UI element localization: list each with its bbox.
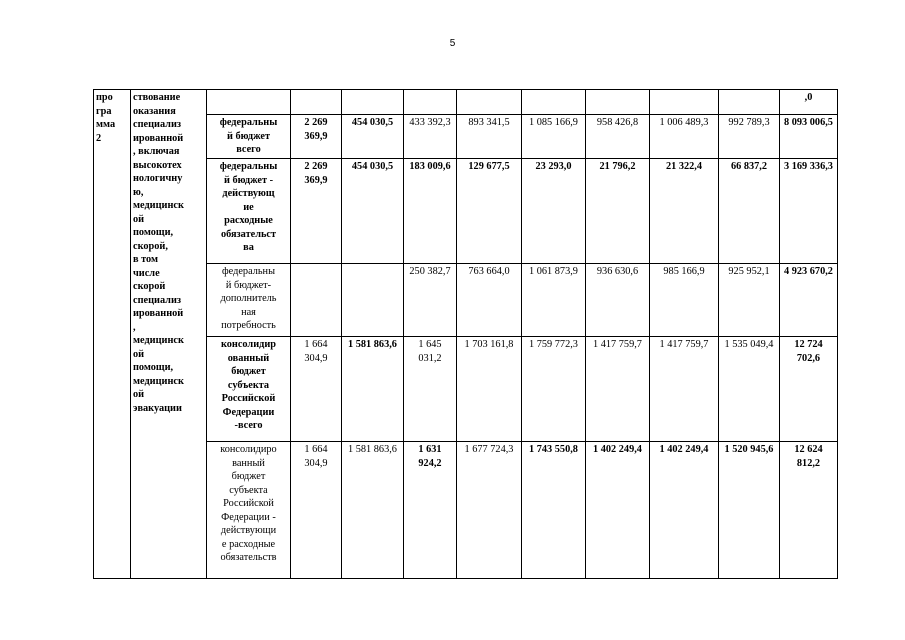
year-value-cell: 1 631 924,2 (404, 442, 457, 579)
total-cell: 8 093 006,5 (780, 115, 838, 159)
funding-source-line: й бюджет- (225, 279, 272, 291)
year-value-cell: 992 789,3 (719, 115, 780, 159)
total-cell: ,0 (780, 90, 838, 115)
funding-source-cell (207, 90, 291, 115)
total-cell: 4 923 670,2 (780, 264, 838, 337)
funding-source-line: й бюджет (226, 130, 271, 142)
program-number-cell (94, 90, 131, 579)
year-value-cell: 1 664 304,9 (291, 337, 342, 442)
year-value-cell: 936 630,6 (586, 264, 650, 337)
program-name-line: медицинск (133, 375, 184, 387)
funding-source-line: федеральны (222, 266, 275, 277)
year-value-cell: 183 009,6 (404, 159, 457, 264)
total-cell: 12 724 702,6 (780, 337, 838, 442)
total-cell: 12 624 812,2 (780, 442, 838, 579)
year-value-cell: 1 520 945,6 (719, 442, 780, 579)
funding-source-line: субъекта (227, 379, 270, 391)
funding-source-line: потребность (221, 320, 276, 331)
year-value-cell: 2 269 369,9 (291, 159, 342, 264)
program-name-line: медицинск (133, 200, 184, 211)
funding-source-line: обязательст (220, 228, 277, 240)
funding-source-line: дополнитель (220, 293, 277, 304)
funding-source-line: всего (236, 144, 261, 155)
year-value-cell: 1 664 304,9 (291, 442, 342, 579)
year-value-cell: 1 402 249,4 (586, 442, 650, 579)
funding-source-line: -всего (234, 420, 263, 431)
year-value-cell: 1 085 166,9 (522, 115, 586, 159)
program-number-line: мма (96, 119, 116, 130)
program-name-line: помощи, (133, 362, 174, 373)
funding-source-line: Федерации (222, 406, 275, 418)
year-value-cell (650, 90, 719, 115)
year-value-cell: 1 759 772,3 (522, 337, 586, 442)
funding-source-line: Российской (223, 498, 274, 509)
year-value-cell: 454 030,5 (342, 115, 404, 159)
funding-source-line: федеральны (219, 117, 278, 128)
program-name-line: ированной (133, 132, 184, 144)
program-name-line: специализ (133, 294, 182, 306)
program-name-line: в том (133, 254, 159, 265)
program-name-line: эвакуации (133, 402, 182, 414)
funding-source-line: субъекта (229, 484, 268, 496)
year-value-cell: 1 402 249,4 (650, 442, 719, 579)
funding-source-line: е расходные (221, 538, 276, 550)
year-value-cell: 1 061 873,9 (522, 264, 586, 337)
year-value-cell: 1 645 031,2 (404, 337, 457, 442)
program-name-line: специализ (133, 119, 182, 130)
program-name-line: скорой (133, 281, 166, 292)
program-name-line: ированной (133, 308, 184, 319)
year-value-cell: 1 581 863,6 (342, 337, 404, 442)
year-value-cell: 21 322,4 (650, 159, 719, 264)
funding-source-line: расходные (224, 215, 273, 226)
year-value-cell (586, 90, 650, 115)
funding-source-line: Российской (221, 393, 276, 404)
funding-source-line: консолидир (220, 339, 277, 350)
funding-source-line: федеральны (219, 161, 278, 172)
funding-source-line: ованный (227, 352, 270, 364)
program-name-line: скорой, (133, 240, 168, 252)
program-number-line: 2 (96, 132, 102, 144)
year-value-cell (404, 90, 457, 115)
program-name-line: оказания (133, 105, 176, 117)
funding-source-line: ва (243, 242, 254, 253)
page-number: 5 (449, 38, 456, 49)
year-value-cell: 1 703 161,8 (457, 337, 522, 442)
funding-source-line: ванный (232, 457, 265, 469)
funding-source-cell (207, 115, 291, 159)
funding-source-line: обязательств (220, 552, 277, 563)
year-value-cell: 1 417 759,7 (586, 337, 650, 442)
program-name-line: ой (133, 389, 145, 400)
year-value-cell: 1 677 724,3 (457, 442, 522, 579)
year-value-cell: 23 293,0 (522, 159, 586, 264)
year-value-cell: 893 341,5 (457, 115, 522, 159)
program-name-line: , включая (133, 146, 180, 157)
budget-table (93, 89, 838, 579)
year-value-cell: 250 382,7 (404, 264, 457, 337)
program-name-cell (131, 90, 207, 579)
funding-source-cell (207, 159, 291, 264)
program-name-line: ствование (133, 92, 181, 103)
year-value-cell (291, 90, 342, 115)
year-value-cell: 21 796,2 (586, 159, 650, 264)
funding-source-line: консолидиро (220, 444, 277, 455)
funding-source-line: Федерации - (221, 511, 276, 523)
year-value-cell (457, 90, 522, 115)
total-cell: 3 169 336,3 (780, 159, 838, 264)
funding-source-line: ие (243, 201, 254, 213)
year-value-cell: 66 837,2 (719, 159, 780, 264)
program-name-line: , (133, 321, 136, 333)
year-value-cell: 1 743 550,8 (522, 442, 586, 579)
funding-source-line: действующ (222, 188, 275, 199)
funding-source-cell (207, 337, 291, 442)
year-value-cell: 1 535 049,4 (719, 337, 780, 442)
year-value-cell: 454 030,5 (342, 159, 404, 264)
year-value-cell: 1 417 759,7 (650, 337, 719, 442)
funding-source-line: действующи (220, 525, 277, 536)
funding-source-line: й бюджет - (223, 174, 274, 186)
program-name-line: высокотех (133, 159, 182, 171)
program-number-line: гра (96, 105, 112, 117)
program-name-line: ю, (133, 186, 144, 198)
program-name-line: медицинск (133, 335, 184, 346)
year-value-cell: 763 664,0 (457, 264, 522, 337)
funding-source-line: бюджет (231, 366, 266, 377)
program-name-line: нологичну (133, 173, 183, 184)
year-value-cell: 2 269 369,9 (291, 115, 342, 159)
year-value-cell: 985 166,9 (650, 264, 719, 337)
program-name-line: числе (133, 267, 160, 279)
program-name-line: помощи, (133, 227, 174, 238)
funding-source-line: бюджет (231, 471, 266, 482)
year-value-cell (522, 90, 586, 115)
year-value-cell: 925 952,1 (719, 264, 780, 337)
year-value-cell (719, 90, 780, 115)
year-value-cell: 129 677,5 (457, 159, 522, 264)
program-name-line: ой (133, 348, 145, 360)
year-value-cell: 958 426,8 (586, 115, 650, 159)
program-name-line: ой (133, 213, 145, 225)
year-value-cell (291, 264, 342, 337)
funding-source-line: ная (241, 306, 256, 318)
table-row (94, 90, 838, 115)
year-value-cell: 433 392,3 (404, 115, 457, 159)
funding-source-cell (207, 264, 291, 337)
funding-source-cell (207, 442, 291, 579)
year-value-cell (342, 264, 404, 337)
program-number-line: про (96, 92, 113, 103)
year-value-cell: 1 581 863,6 (342, 442, 404, 579)
year-value-cell (342, 90, 404, 115)
year-value-cell: 1 006 489,3 (650, 115, 719, 159)
